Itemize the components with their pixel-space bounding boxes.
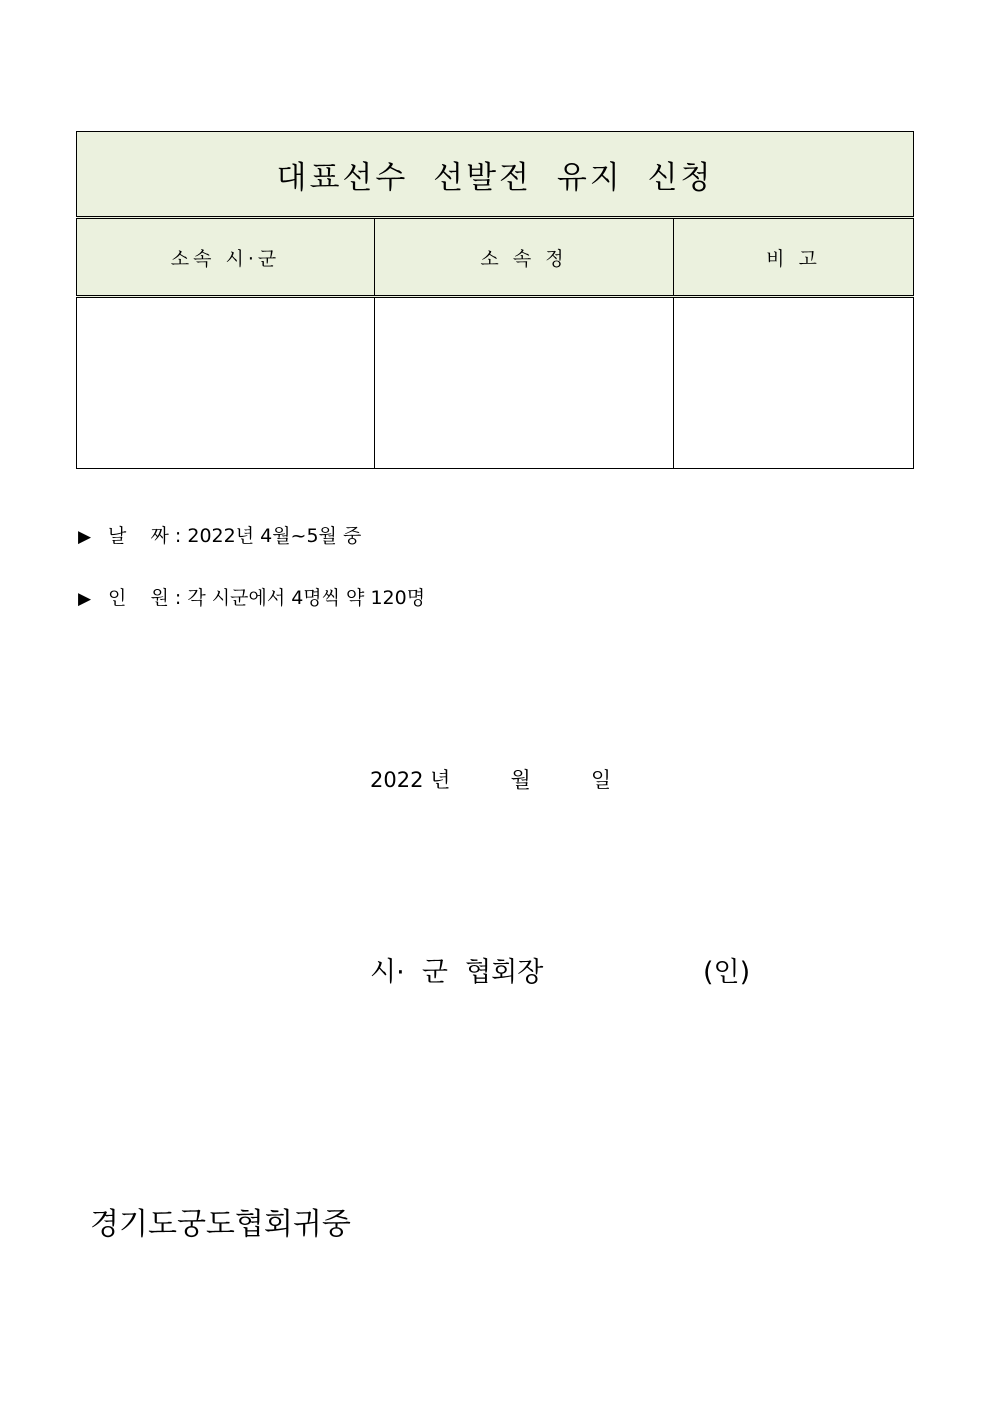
column-header-city: 소속 시·군	[77, 218, 375, 297]
cell-remarks[interactable]	[674, 297, 914, 469]
signatory-title: 시· 군 협회장	[370, 957, 544, 988]
submission-date: 2022 년 월 일	[370, 768, 612, 792]
participants-separator: :	[168, 587, 188, 609]
application-table	[76, 131, 914, 469]
participants-value: 각 시군에서 4명씩 약 120명	[187, 587, 426, 609]
seal-mark: (인)	[703, 957, 751, 988]
participants-label: 인 원	[108, 587, 169, 609]
column-header-remarks: 비 고	[674, 218, 914, 297]
triangle-bullet-icon: ▶	[78, 589, 92, 609]
date-separator: :	[168, 525, 188, 547]
triangle-bullet-icon: ▶	[78, 527, 92, 547]
cell-city[interactable]	[77, 297, 375, 469]
date-label: 날 짜	[108, 525, 169, 547]
date-detail-line	[78, 521, 361, 548]
form-title: 대표선수 선발전 유지 신청	[77, 132, 914, 218]
date-value: 2022년 4월~5월 중	[187, 525, 362, 547]
recipient: 경기도궁도협회귀중	[90, 1207, 351, 1242]
cell-archery-range[interactable]	[375, 297, 674, 469]
participants-detail-line	[78, 583, 425, 610]
column-header-archery-range: 소 속 정	[375, 218, 674, 297]
